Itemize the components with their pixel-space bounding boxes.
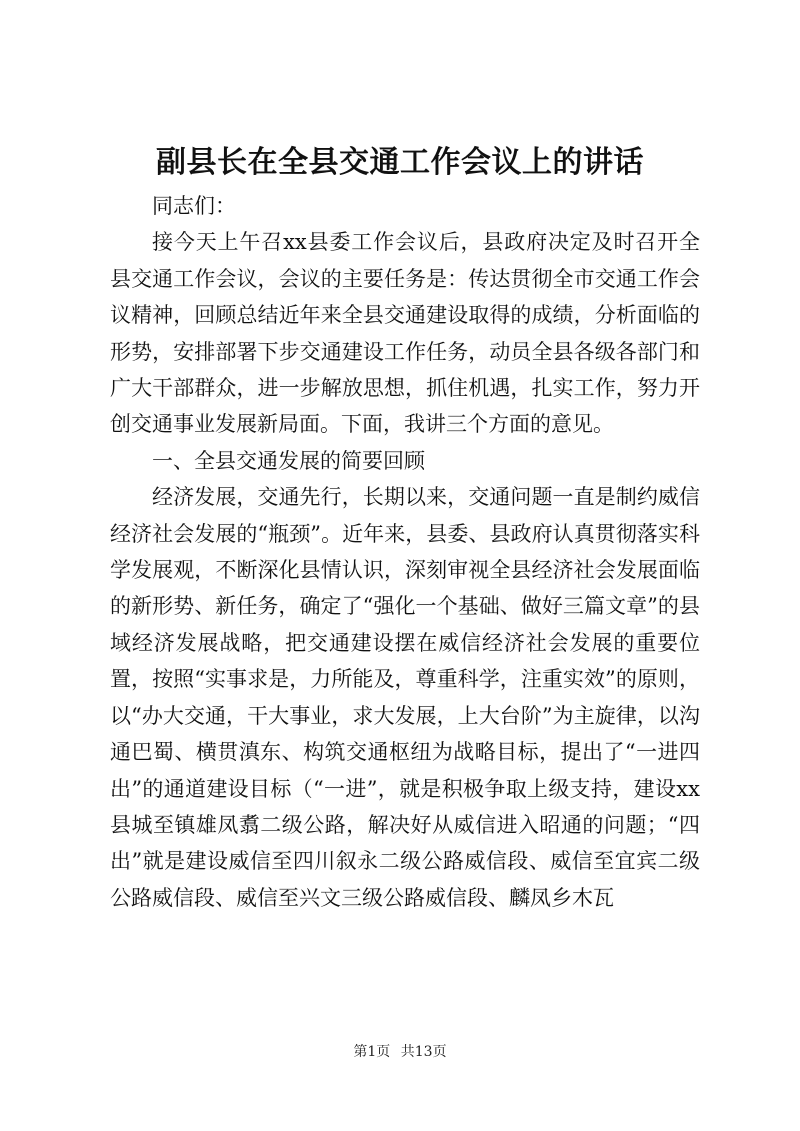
review-paragraph: 经济发展，交通先行，长期以来，交通问题一直是制约威信经济社会发展的“瓶颈”。近年来，县委、县政府认真贯彻落实科学发展观，不断深化县情认识，深刻审视全县经济社会发展面临的新形势、新任务，确定了“强化一个基础、做好三篇文章”的县域经济发展战略，把交通建设摆在威信经济社会发展的重要位置，按照“实事求是，力所能及，尊重科学，注重实效”的原则，以“办大交通，干大事业，求大发展，上大台阶”为主旋律，以沟通巴蜀、横贯滇东、构筑交通枢纽为战略目标，提出了“一进四出”的通道建设目标（“一进”，就是积极争取上级支持，建设xx县城至镇雄凤翥二级公路，解决好从威信进入昭通的问题；“四出”就是建设威信至四川叙永二级公路威信段、威信至宜宾二级公路威信段、威信至兴文三级公路威信段、麟凤乡木瓦 [110, 485, 700, 910]
section-heading: 一、全县交通发展的简要回顾 [152, 448, 425, 473]
page-total: 共13页 [400, 1044, 447, 1060]
page-number: 第1页 [353, 1044, 391, 1060]
salutation-paragraph: 同志们： [152, 194, 236, 218]
intro-paragraph: 接今天上午召xx县委工作会议后，县政府决定及时召开全县交通工作会议，会议的主要任务是：传达贯彻全市交通工作会议精神，回顾总结近年来全县交通建设取得的成绩，分析面临的形势，安排部署下步交通建设工作任务，动员全县各级各部门和广大干部群众，进一步解放思想，抓住机遇，扎实工作，努力开创交通事业发展新局面。下面，我讲三个方面的意见。 [110, 230, 700, 437]
document-title: 副县长在全县交通工作会议上的讲话 [156, 145, 644, 180]
document-body [110, 188, 700, 916]
page-footer [0, 1042, 800, 1062]
